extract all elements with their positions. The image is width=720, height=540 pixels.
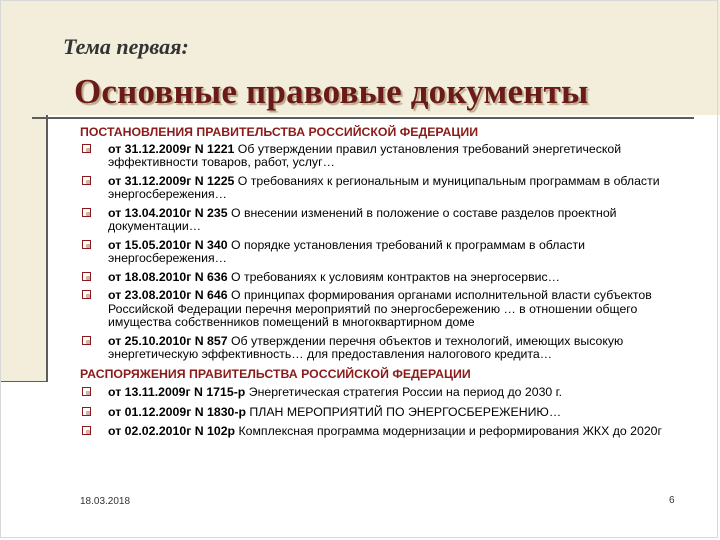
square-bullet-icon: [82, 426, 91, 435]
square-bullet-icon: [82, 336, 91, 345]
document-reference: от 02.02.2010г N 102р: [108, 424, 236, 438]
section-heading-orders: РАСПОРЯЖЕНИЯ ПРАВИТЕЛЬСТВА РОССИЙСКОЙ ФЕДЕРАЦИИ: [80, 366, 471, 381]
square-bullet-icon: [82, 407, 91, 416]
document-description: О требованиях к региональным и муниципальным программам в области энергосбережения…: [108, 173, 660, 201]
list-item: [80, 335, 685, 362]
document-description: Об утверждении перечня объектов и технологий, имеющих высокую энергетическую эффективность… для предоставления налогового кредита…: [108, 333, 624, 361]
list-item: [80, 175, 685, 202]
footer-date: 18.03.2018: [80, 496, 131, 507]
square-bullet-icon: [82, 387, 91, 396]
document-reference: от 31.12.2009г N 1225: [108, 173, 235, 188]
square-bullet-icon: [82, 272, 91, 281]
document-description: Об утверждении правил установления требований энергетической эффективности товаров, работ, услуг…: [108, 141, 622, 169]
square-bullet-icon: [82, 240, 91, 249]
document-description: Энергетическая стратегия России на период до 2030 г.: [245, 385, 563, 399]
square-bullet-icon: [82, 290, 91, 299]
list-item: [80, 406, 685, 420]
document-reference: от 18.08.2010г N 636: [108, 269, 228, 284]
list-item: [80, 386, 685, 400]
square-bullet-icon: [82, 176, 91, 185]
slide-subtitle: Тема первая:: [63, 34, 189, 59]
document-reference: от 31.12.2009г N 1221: [108, 141, 235, 156]
square-bullet-icon: [82, 144, 91, 153]
slide-content: [80, 126, 685, 439]
document-reference: от 01.12.2009г N 1830-р: [108, 404, 246, 419]
list-item: [80, 271, 685, 285]
list-item: [80, 143, 685, 170]
square-bullet-icon: [82, 208, 91, 217]
document-reference: от 13.11.2009г N 1715-р: [108, 385, 246, 399]
list-item: [80, 289, 685, 330]
section-heading-decrees: ПОСТАНОВЛЕНИЯ ПРАВИТЕЛЬСТВА РОССИЙСКОЙ ФЕДЕРАЦИИ: [80, 125, 479, 139]
slide-title: Основные правовые документы: [74, 72, 589, 111]
list-item: [80, 425, 685, 439]
document-description: ПЛАН МЕРОПРИЯТИЙ ПО ЭНЕРГОСБЕРЕЖЕНИЮ…: [246, 404, 562, 419]
page-number: 6: [669, 495, 675, 506]
document-description: Комплексная программа модернизации и реформирования ЖКХ до 2020г: [235, 424, 662, 438]
document-description: О принципах формирования органами исполнительной власти субъектов Российской Федерации перечня мероприятий по энергосбережению … в отношении общего имущества собственников помещений в многоквартирном доме: [108, 288, 652, 329]
document-reference: от 23.08.2010г N 646: [108, 288, 228, 302]
document-description: О внесении изменений в положение о составе разделов проектной документации…: [108, 205, 617, 233]
document-reference: от 15.05.2010г N 340: [108, 237, 228, 252]
list-item: [80, 239, 685, 266]
document-description: О порядке установления требований к программам в области энергосбережения…: [108, 237, 585, 265]
list-item: [80, 207, 685, 234]
document-reference: от 25.10.2010г N 857: [108, 333, 228, 348]
document-description: О требованиях к условиям контрактов на энергосервис…: [227, 269, 560, 284]
document-reference: от 13.04.2010г N 235: [108, 205, 228, 220]
